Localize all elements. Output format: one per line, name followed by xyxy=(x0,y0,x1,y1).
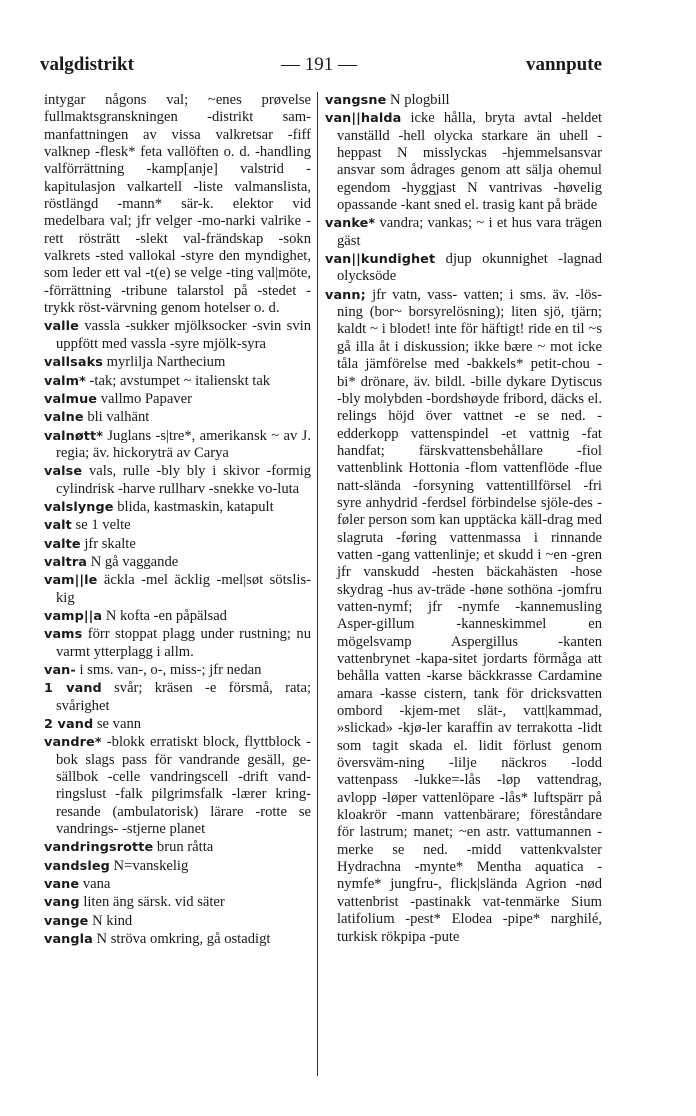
entry-definition: -tak; avstumpet ~ italienskt tak xyxy=(89,372,271,389)
dictionary-entry xyxy=(44,572,311,607)
entry-headword: vallsaks xyxy=(44,355,103,371)
page-number: — 191 — xyxy=(281,54,357,75)
entry-definition: vassla -sukker mjölksocker -svin svin uppfött med vassla -syre mjölk-syra xyxy=(56,318,311,352)
entry-headword: vandringsrotte xyxy=(44,840,154,856)
dictionary-entry xyxy=(44,536,311,553)
header-last-guideword: vannpute xyxy=(525,54,602,75)
entry-headword: valm* xyxy=(44,373,86,389)
entry-definition: icke hålla, bryta avtal -heldet vanställd -hell olycka starkare än uhell -heppast N misslyckas -hjemmelsansvar ansvar som ådrages genom att sälja ohemul egendom -hyggjast N vantrivas -høvelig opassande -kant sned el. trasig kant på bräde xyxy=(337,110,602,214)
dictionary-entry xyxy=(325,215,602,250)
entry-headword: valne xyxy=(44,410,84,426)
entry-headword: vanke* xyxy=(325,216,376,232)
entry-headword: 1 vand xyxy=(44,681,102,697)
entry-definition: vals, rulle -bly bly i skivor -formig cylindrisk -harve rullharv -snekke vo-luta xyxy=(56,463,311,497)
entry-definition: N gå vaggande xyxy=(90,553,179,570)
dictionary-entry xyxy=(44,428,311,463)
entry-definition: N=vanskelig xyxy=(113,857,189,874)
entry-definition: förr stoppat plagg under rustning; nu varmt ytterplagg i allm. xyxy=(56,626,311,660)
entry-definition: se vann xyxy=(96,716,142,733)
header-first-guideword: valgdistrikt xyxy=(40,54,134,75)
entry-definition: liten äng särsk. vid säter xyxy=(83,894,225,911)
dictionary-entry xyxy=(44,839,311,856)
entry-headword: valtra xyxy=(44,554,88,570)
dictionary-entry xyxy=(325,251,602,286)
dictionary-entry xyxy=(44,92,311,317)
entry-definition: Juglans -s|tre*, amerikansk ~ av J. regia; äv. hickoryträ av Carya xyxy=(56,427,311,461)
left-column xyxy=(44,92,311,1076)
dictionary-entry xyxy=(44,858,311,875)
entry-headword: valle xyxy=(44,319,79,335)
dictionary-entry xyxy=(44,913,311,930)
entry-headword: vangsne xyxy=(325,93,387,108)
dictionary-entry xyxy=(44,734,311,838)
entry-definition: brun råtta xyxy=(156,839,214,856)
dictionary-entry xyxy=(44,608,311,625)
entry-headword: valse xyxy=(44,464,83,480)
entry-headword: vams xyxy=(44,627,83,643)
entry-definition: svår; kräsen -e försmå, rata; svårighet xyxy=(56,680,311,714)
entry-definition: djup okunnighet -lagnad olycksöde xyxy=(337,251,602,285)
entry-headword: vam||le xyxy=(44,573,98,589)
entry-definition: blida, kastmaskin, katapult xyxy=(117,498,274,515)
dictionary-entry xyxy=(44,876,311,893)
entry-headword: 2 vand xyxy=(44,717,94,733)
dictionary-entry xyxy=(44,716,311,733)
dictionary-entry xyxy=(44,354,311,371)
column-divider xyxy=(317,92,318,1076)
dictionary-entry xyxy=(44,517,311,534)
dictionary-entry xyxy=(44,318,311,353)
entry-definition: jfr vatn, vass- vatten; i sms. äv. -lös-ning (bor~ borsyrelösning); liten sjö, tjärn; kaldt ~ i blodet! inte för häftigt! ride en til ~s gå illa åt i diskussion; ikke bære ~ mot icke tåla jämförelse med -bakkels* petit-chou -bi* drönare, äv. bildl. -bille dykare Dytiscus -bly molybden -bordshøyde fribord, däcks el. relings höjd över vattnet -e se ned. -edderkopp vattenspindel -et vattnig -fat handfat; färskvattensbehållare -fiol vattenblink Hottonia -flom vattenflöde -flue natt-slända -forsyning vattentillförsel -fri syre anhydrid -ferdsel förbindelse sjöle-des -føler person som kan upptäcka käll-drag med slagruta -føring vattenmassa i rinnande vatten -gang vattenlinje; et skudd i ~en -gren jfr vanskudd -hesten bäckahästen -hose skydrag -hus av-träde -høne sothöna -jomfru vatten-nymf; jfr -nymfe -kannemusling Asper-gillum -kanneskimmel en mögelsvamp Aspergillus -kanten vattenbrynet -kapa-sitet jordarts förmåga att behålla vatten -karse bäckkrasse Cardamine amara -kasse cistern, tank för dricksvatten ombord -kjem-met slät-, vatt|kammad, »slickad» -kjø-ler karaffin av terrakotta -lidt som tagit skada el. lidit förlust genom översväm-ning -lilje näckros -lodd vattenpass -lukke=-lås -løp vattendrag, avlopp -løper vattenlöpare -lås* luftspärr på kloakrör -mann vattenbärare; föreståndare för lastrum; manet; ~en astr. vattumannen -merke se ned. -midd vattenkvalster Hydrachna -mynte* Mentha aquatica -nymfe* jungfru-, flick|slända Agrion -nød vattenbrist -pastinakk vat-tenmärke Sium latifolium -pest* Elodea -pipe* narghilé, turkisk rökpipa -pute xyxy=(337,286,602,945)
entry-definition: intygar någons val; ~enes prøvelse fullmaktsgranskningen -distrikt sam-manfattningen av vissa valkretsar -fiff valknep -flesk* feta vallöften o. d. -handling valförrättning -kamp[anje] valstrid -kapitulasjon valkartell -liste valmanslista, röstlängd -mann* sär-k. elektor vid medelbara val; jfr velger -mo-narki valrike -rett rösträtt -slekt val-frändskap -sokn valkrets -sted vallokal -styre den myndighet, som leder ett val -t(e) se velge -ting val|möte, -förrättning -tribune talarstol på -stedet -trykk röst-värvning genom hotelser o. d. xyxy=(44,92,311,317)
entry-headword: vange xyxy=(44,913,89,929)
entry-headword: van- xyxy=(44,663,76,678)
dictionary-entry xyxy=(325,287,602,946)
dictionary-entry xyxy=(44,626,311,661)
entry-definition: vana xyxy=(82,876,111,893)
entry-headword: valslynge xyxy=(44,499,114,515)
dictionary-entry xyxy=(44,680,311,715)
dictionary-entry xyxy=(44,931,311,948)
entry-headword: valnøtt* xyxy=(44,428,103,444)
entry-definition: N plogbill xyxy=(390,92,450,108)
entry-definition: -blokk erratiskt block, flyttblock -bok slags pass för vandrande gesäll, ge-sällbok -celle vandringscell -drift vand-ringslust -falk pilgrimsfalk -lærer kring-resande (ambulatorisk) lärare -rotte se vandrings- -stjerne planet xyxy=(56,734,311,838)
dictionary-entry xyxy=(44,409,311,426)
entry-definition: vandra; vankas; ~ i et hus vara trägen gäst xyxy=(337,215,602,249)
entry-headword: van||halda xyxy=(325,111,402,127)
dictionary-entry xyxy=(44,662,311,679)
entry-headword: van||kundighet xyxy=(325,252,436,268)
dictionary-entry xyxy=(44,373,311,390)
right-column xyxy=(325,92,602,1076)
entry-definition: N ströva omkring, gå ostadigt xyxy=(96,931,271,948)
entry-definition: i sms. van-, o-, miss-; jfr nedan xyxy=(79,662,262,678)
dictionary-entry xyxy=(44,894,311,911)
entry-definition: bli valhänt xyxy=(87,409,150,426)
dictionary-entry xyxy=(325,110,602,214)
dictionary-entry xyxy=(44,499,311,516)
entry-definition: se 1 velte xyxy=(75,517,131,534)
entry-headword: vandre* xyxy=(44,735,102,751)
entry-definition: N kind xyxy=(92,912,133,929)
entry-definition: äckla -mel äcklig -mel|søt sötslis-kig xyxy=(56,572,311,606)
entry-definition: myrlilja Narthecium xyxy=(106,354,226,371)
entry-headword: vandsleg xyxy=(44,858,110,874)
entry-headword: valt xyxy=(44,518,72,534)
entry-headword: vann; xyxy=(325,287,366,303)
entry-headword: valte xyxy=(44,536,81,552)
dictionary-entry xyxy=(44,391,311,408)
dictionary-entry xyxy=(44,554,311,571)
entry-headword: vangla xyxy=(44,932,93,948)
entry-definition: vallmo Papaver xyxy=(100,390,192,407)
dictionary-entry xyxy=(325,92,602,109)
entry-headword: valmue xyxy=(44,391,98,407)
entry-headword: vane xyxy=(44,877,80,893)
entry-headword: vamp||a xyxy=(44,608,103,624)
entry-definition: N kofta -en påpälsad xyxy=(105,607,227,624)
dictionary-entry xyxy=(44,463,311,498)
entry-headword: vang xyxy=(44,895,80,911)
page-header xyxy=(40,54,602,82)
entry-definition: jfr skalte xyxy=(84,535,136,552)
